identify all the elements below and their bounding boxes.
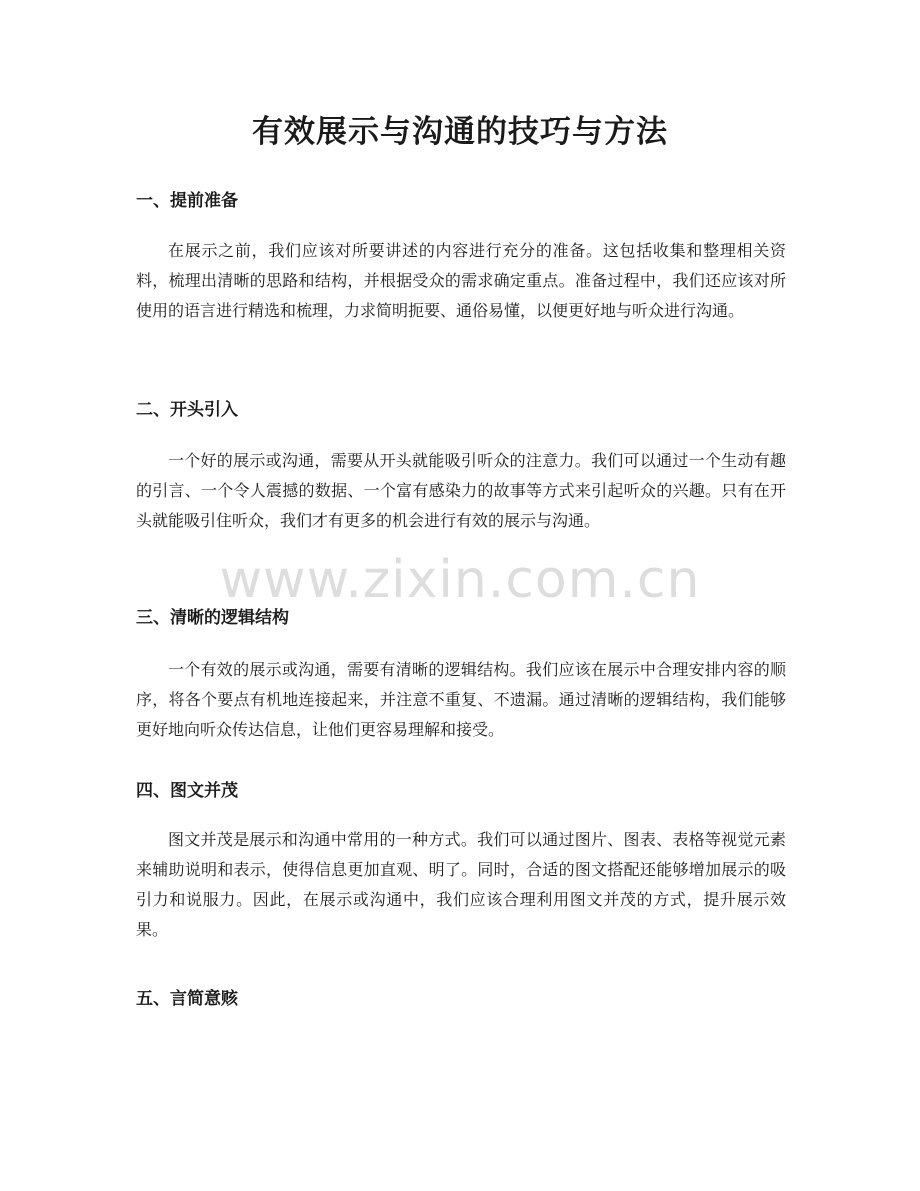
document-title: 有效展示与沟通的技巧与方法 [252, 114, 668, 150]
section-heading-4: 四、图文并茂 [136, 781, 238, 801]
section-paragraph-1: 在展示之前，我们应该对所要讲述的内容进行充分的准备。这包括收集和整理相关资料，梳理出清晰的思路和结构，并根据受众的需求确定重点。准备过程中，我们还应该对所使用的语言进行精选和梳理，力求简明扼要、通俗易懂，以便更好地与听众进行沟通。 [136, 241, 786, 320]
section-heading-2: 二、开头引入 [136, 400, 238, 420]
section-paragraph-3: 一个有效的展示或沟通，需要有清晰的逻辑结构。我们应该在展示中合理安排内容的顺序，将各个要点有机地连接起来，并注意不重复、不遗漏。通过清晰的逻辑结构，我们能够更好地向听众传达信息，让他们更容易理解和接受。 [136, 660, 786, 739]
section-paragraph-2: 一个好的展示或沟通，需要从开头就能吸引听众的注意力。我们可以通过一个生动有趣的引言、一个令人震撼的数据、一个富有感染力的故事等方式来引起听众的兴趣。只有在开头就能吸引住听众，我们才有更多的机会进行有效的展示与沟通。 [136, 451, 786, 530]
section-heading-3: 三、清晰的逻辑结构 [136, 608, 289, 628]
section-paragraph-4: 图文并茂是展示和沟通中常用的一种方式。我们可以通过图片、图表、表格等视觉元素来辅助说明和表示，使得信息更加直观、明了。同时，合适的图文搭配还能够增加展示的吸引力和说服力。因此，在展示或沟通中，我们应该合理利用图文并茂的方式，提升展示效果。 [136, 830, 786, 939]
watermark-text: www.zixin.com.cn [219, 550, 701, 610]
section-heading-5: 五、言简意赅 [136, 989, 238, 1009]
section-heading-1: 一、提前准备 [136, 191, 238, 211]
